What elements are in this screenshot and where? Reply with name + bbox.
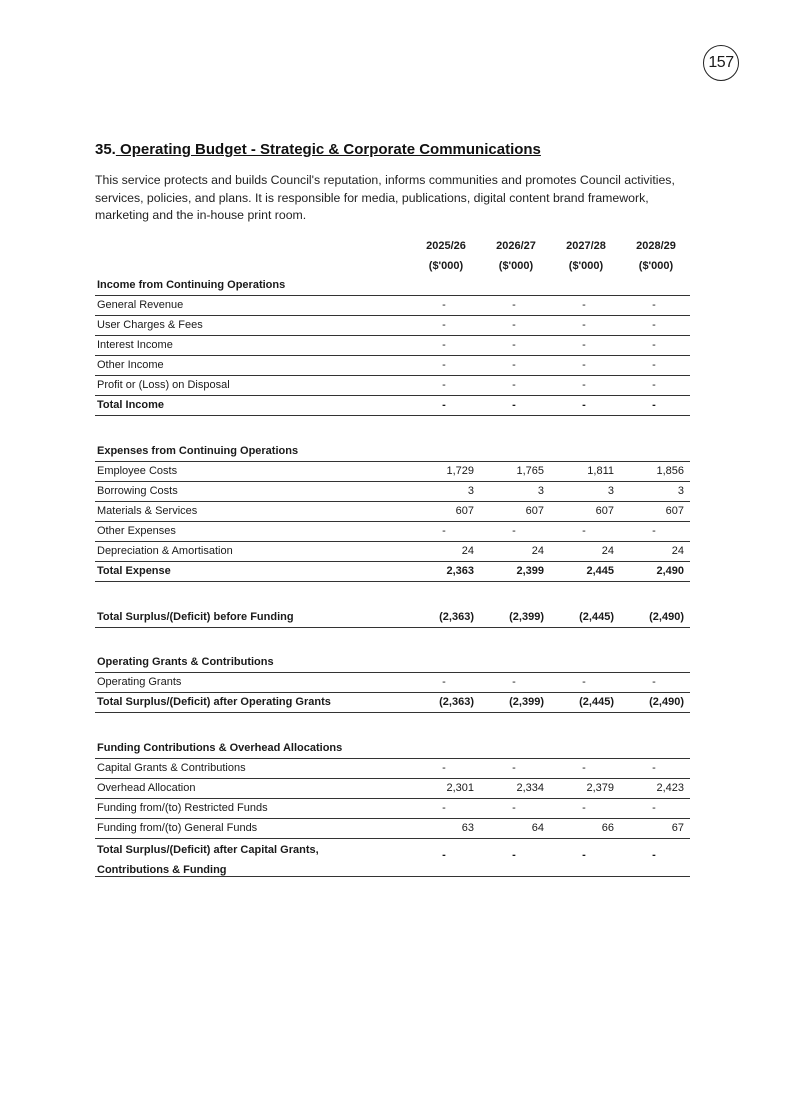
cell-value: - xyxy=(512,802,516,814)
cell-value: - xyxy=(582,525,586,537)
cell-value: 2,399 xyxy=(516,565,544,577)
cell-value: - xyxy=(652,339,656,351)
cell-value: (2,399) xyxy=(509,611,544,623)
row-label-line: Total Income xyxy=(97,399,165,411)
row-label-line: Overhead Allocation xyxy=(97,782,196,794)
row-label-line: Depreciation & Amortisation xyxy=(97,545,233,557)
row-label xyxy=(97,359,164,371)
cell-value: - xyxy=(652,762,656,774)
row-label-line: Borrowing Costs xyxy=(97,485,178,497)
total-row xyxy=(95,395,690,416)
cell-value: 24 xyxy=(671,545,684,557)
cell-value: - xyxy=(652,849,656,861)
column-header xyxy=(556,236,616,276)
cell-value: - xyxy=(442,359,446,371)
cell-value: - xyxy=(652,319,656,331)
cell-value: - xyxy=(582,359,586,371)
cell-value: (2,490) xyxy=(649,611,684,623)
row-label-line: Capital Grants & Contributions xyxy=(97,762,246,774)
table-row xyxy=(95,672,690,693)
table-row xyxy=(95,335,690,356)
cell-value: - xyxy=(512,319,516,331)
row-label-line: User Charges & Fees xyxy=(97,319,203,331)
row-label-line: Total Surplus/(Deficit) after Operating Grants xyxy=(97,696,331,708)
cell-value: 3 xyxy=(677,485,684,497)
table-row xyxy=(95,541,690,562)
cell-value: - xyxy=(442,399,446,411)
row-label xyxy=(97,339,173,351)
row-label xyxy=(97,822,257,834)
row-label xyxy=(97,742,342,754)
row-label-line: Total Surplus/(Deficit) after Capital Grants, xyxy=(97,844,319,856)
row-label-line: Income from Continuing Operations xyxy=(97,279,286,291)
cell-value: 1,811 xyxy=(587,465,614,477)
column-unit: ($'000) xyxy=(568,260,604,272)
cell-value: - xyxy=(512,359,516,371)
cell-value: - xyxy=(442,339,446,351)
table-row xyxy=(95,355,690,376)
cell-value: - xyxy=(442,319,446,331)
cell-value: 2,363 xyxy=(446,565,474,577)
cell-value: - xyxy=(652,525,656,537)
column-year: 2025/26 xyxy=(426,240,466,252)
column-header xyxy=(626,236,686,276)
row-label-line: Contributions & Funding xyxy=(97,864,227,876)
row-label xyxy=(97,545,233,557)
total-row xyxy=(95,607,690,628)
total-row xyxy=(95,561,690,582)
cell-value: (2,490) xyxy=(649,696,684,708)
row-label-line: Materials & Services xyxy=(97,505,198,517)
cell-value: - xyxy=(512,379,516,391)
cell-value: - xyxy=(512,849,516,861)
cell-value: 607 xyxy=(595,505,614,517)
cell-value: - xyxy=(652,399,656,411)
cell-value: - xyxy=(582,379,586,391)
cell-value: (2,399) xyxy=(509,696,544,708)
cell-value: 3 xyxy=(537,485,544,497)
cell-value: - xyxy=(512,399,516,411)
cell-value: 2,490 xyxy=(656,565,684,577)
cell-value: 67 xyxy=(671,822,684,834)
cell-value: - xyxy=(512,299,516,311)
section-row xyxy=(95,275,690,296)
section-title: Operating Budget - Strategic & Corporate Communications xyxy=(115,141,541,158)
cell-value: - xyxy=(582,802,586,814)
section-row xyxy=(95,738,690,759)
row-label xyxy=(97,399,164,411)
column-header xyxy=(416,236,476,276)
section-row xyxy=(95,652,690,673)
table-row xyxy=(95,501,690,522)
row-label xyxy=(97,840,319,880)
cell-value: 24 xyxy=(601,545,614,557)
cell-value: 3 xyxy=(607,485,614,497)
table-row xyxy=(95,315,690,336)
cell-value: 24 xyxy=(461,545,474,557)
cell-value: - xyxy=(582,849,586,861)
table-row xyxy=(95,461,690,482)
row-label xyxy=(97,319,203,331)
row-label xyxy=(97,279,285,291)
cell-value: 3 xyxy=(467,485,474,497)
row-label-line: Operating Grants xyxy=(97,676,182,688)
section-row xyxy=(95,441,690,462)
row-label xyxy=(97,611,294,623)
row-label-line: Interest Income xyxy=(97,339,173,351)
row-label-line: Operating Grants & Contributions xyxy=(97,656,274,668)
cell-value: - xyxy=(442,525,446,537)
cell-value: - xyxy=(442,299,446,311)
row-label-line: Other Income xyxy=(97,359,164,371)
cell-value: 1,765 xyxy=(516,465,544,477)
column-unit: ($'000) xyxy=(428,260,464,272)
page-number: 157 xyxy=(703,45,739,81)
table-row xyxy=(95,295,690,316)
total-row xyxy=(95,838,690,877)
row-label xyxy=(97,299,183,311)
row-label xyxy=(97,485,178,497)
column-unit: ($'000) xyxy=(498,260,534,272)
cell-value: - xyxy=(512,339,516,351)
row-label-line: Total Surplus/(Deficit) before Funding xyxy=(97,611,294,623)
table-row xyxy=(95,375,690,396)
cell-value: (2,445) xyxy=(579,696,614,708)
cell-value: 607 xyxy=(665,505,684,517)
row-label-line: Expenses from Continuing Operations xyxy=(97,445,299,457)
cell-value: 2,334 xyxy=(516,782,544,794)
cell-value: - xyxy=(652,802,656,814)
row-label xyxy=(97,379,230,391)
cell-value: - xyxy=(512,676,516,688)
section-heading xyxy=(95,141,541,158)
row-label xyxy=(97,802,268,814)
column-year: 2027/28 xyxy=(566,240,606,252)
cell-value: - xyxy=(652,299,656,311)
cell-value: 2,379 xyxy=(586,782,614,794)
cell-value: - xyxy=(652,359,656,371)
cell-value: (2,445) xyxy=(579,611,614,623)
row-label-line: Funding Contributions & Overhead Allocations xyxy=(97,742,343,754)
cell-value: 2,301 xyxy=(446,782,474,794)
table-row xyxy=(95,818,690,839)
cell-value: 64 xyxy=(531,822,544,834)
table-row xyxy=(95,521,690,542)
table-row xyxy=(95,758,690,779)
column-unit: ($'000) xyxy=(638,260,674,272)
cell-value: 2,445 xyxy=(586,565,614,577)
cell-value: - xyxy=(582,299,586,311)
total-row xyxy=(95,692,690,713)
cell-value: - xyxy=(582,762,586,774)
cell-value: (2,363) xyxy=(439,696,474,708)
row-label-line: Funding from/(to) Restricted Funds xyxy=(97,802,268,814)
cell-value: 2,423 xyxy=(656,782,684,794)
cell-value: 63 xyxy=(461,822,474,834)
table-row xyxy=(95,798,690,819)
cell-value: 66 xyxy=(601,822,614,834)
row-label xyxy=(97,465,177,477)
row-label xyxy=(97,445,298,457)
cell-value: - xyxy=(582,339,586,351)
row-label-line: Employee Costs xyxy=(97,465,178,477)
row-label xyxy=(97,676,181,688)
column-year: 2026/27 xyxy=(496,240,536,252)
cell-value: - xyxy=(582,676,586,688)
column-year: 2028/29 xyxy=(636,240,676,252)
cell-value: - xyxy=(512,525,516,537)
row-label-line: Profit or (Loss) on Disposal xyxy=(97,379,230,391)
cell-value: 607 xyxy=(525,505,544,517)
cell-value: 24 xyxy=(531,545,544,557)
cell-value: - xyxy=(442,849,446,861)
column-header xyxy=(486,236,546,276)
table-row xyxy=(95,481,690,502)
section-number: 35. xyxy=(95,141,116,158)
row-label-line: General Revenue xyxy=(97,299,184,311)
cell-value: - xyxy=(442,379,446,391)
table-row xyxy=(95,778,690,799)
row-label xyxy=(97,565,171,577)
cell-value: - xyxy=(442,762,446,774)
cell-value: - xyxy=(652,379,656,391)
cell-value: 607 xyxy=(455,505,474,517)
row-label xyxy=(97,525,176,537)
cell-value: - xyxy=(442,802,446,814)
cell-value: - xyxy=(582,319,586,331)
cell-value: (2,363) xyxy=(439,611,474,623)
cell-value: 1,729 xyxy=(446,465,474,477)
cell-value: - xyxy=(582,399,586,411)
row-label xyxy=(97,505,197,517)
row-label-line: Total Expense xyxy=(97,565,171,577)
row-label-line: Funding from/(to) General Funds xyxy=(97,822,258,834)
row-label xyxy=(97,656,274,668)
row-label xyxy=(97,782,195,794)
row-label xyxy=(97,696,331,708)
cell-value: - xyxy=(442,676,446,688)
section-description: This service protects and builds Council's reputation, informs communities and promotes Council activities, services, policies, and plans. It is responsible for media, publications, digital content brand framework, marketing and the in-house print room. xyxy=(95,173,675,222)
row-label-line: Other Expenses xyxy=(97,525,176,537)
cell-value: - xyxy=(652,676,656,688)
cell-value: - xyxy=(512,762,516,774)
row-label xyxy=(97,762,246,774)
cell-value: 1,856 xyxy=(656,465,684,477)
